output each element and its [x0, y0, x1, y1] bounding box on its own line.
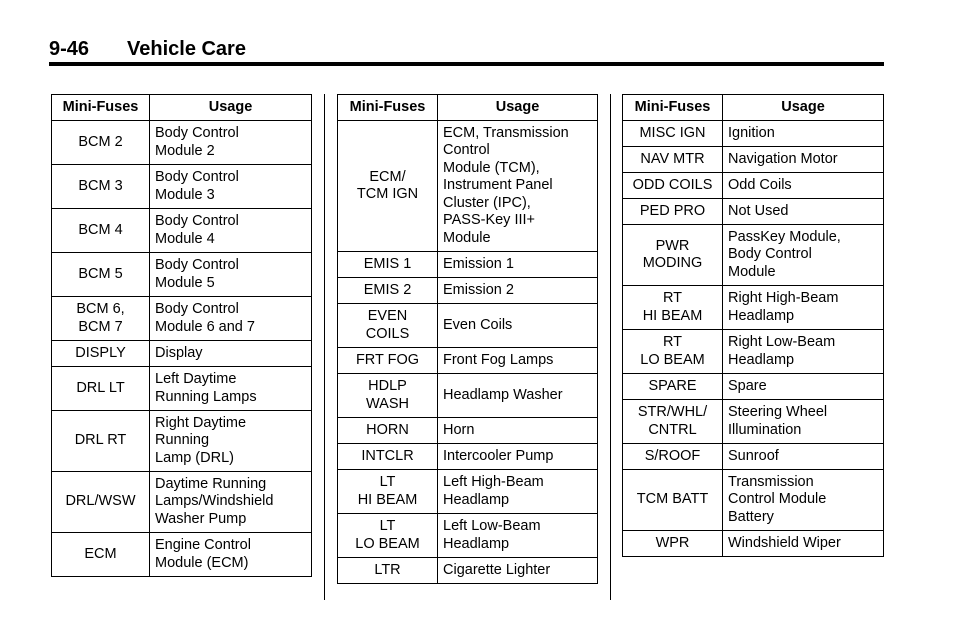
table-row [623, 330, 884, 374]
table-row [338, 444, 598, 470]
table-row [623, 173, 884, 199]
fuse-name-cell: MISC IGN [623, 121, 723, 147]
table-row [52, 367, 312, 411]
fuse-name-cell: DRL/WSW [52, 472, 150, 533]
table-row [338, 121, 598, 252]
fuse-usage-cell: Emission 2 [438, 278, 598, 304]
fuse-usage-cell: Spare [723, 374, 884, 400]
header-rule [49, 62, 884, 66]
fuse-usage-cell: Right Low-Beam Headlamp [723, 330, 884, 374]
fuse-name-cell: BCM 5 [52, 253, 150, 297]
column-header-usage: Usage [438, 95, 598, 121]
fuse-name-cell: FRT FOG [338, 348, 438, 374]
table-row [338, 470, 598, 514]
fuse-usage-cell: Right Daytime Running Lamp (DRL) [150, 411, 312, 472]
fuse-name-cell: LT LO BEAM [338, 514, 438, 558]
fuse-usage-cell: Left Daytime Running Lamps [150, 367, 312, 411]
column-divider [610, 94, 611, 600]
column-header-mini-fuses: Mini-Fuses [338, 95, 438, 121]
fuse-name-cell: ECM [52, 533, 150, 577]
fuse-usage-cell: Ignition [723, 121, 884, 147]
table-row [52, 253, 312, 297]
fuse-usage-cell: ECM, Transmission Control Module (TCM), Instrument Panel Cluster (IPC), PASS-Key III+ Module [438, 121, 598, 252]
fuse-name-cell: WPR [623, 531, 723, 557]
table-row [623, 225, 884, 286]
fuse-usage-cell: Display [150, 341, 312, 367]
column-header-mini-fuses: Mini-Fuses [623, 95, 723, 121]
fuse-name-cell: EMIS 1 [338, 252, 438, 278]
fuse-table-3 [622, 94, 884, 557]
fuse-name-cell: LTR [338, 558, 438, 584]
table-row [623, 531, 884, 557]
fuse-name-cell: STR/WHL/ CNTRL [623, 400, 723, 444]
page-number: 9-46 [49, 38, 90, 60]
table-row [623, 121, 884, 147]
table-row [52, 165, 312, 209]
fuse-table-1 [51, 94, 312, 577]
table-row [338, 374, 598, 418]
fuse-usage-cell: Left Low-Beam Headlamp [438, 514, 598, 558]
table-row [623, 470, 884, 531]
fuse-usage-cell: Body Control Module 6 and 7 [150, 297, 312, 341]
fuse-usage-cell: Horn [438, 418, 598, 444]
fuse-usage-cell: Body Control Module 5 [150, 253, 312, 297]
fuse-name-cell: EVEN COILS [338, 304, 438, 348]
fuse-name-cell: HDLP WASH [338, 374, 438, 418]
fuse-usage-cell: Body Control Module 3 [150, 165, 312, 209]
fuse-usage-cell: Even Coils [438, 304, 598, 348]
fuse-usage-cell: Engine Control Module (ECM) [150, 533, 312, 577]
table-row [338, 558, 598, 584]
fuse-name-cell: PED PRO [623, 199, 723, 225]
fuse-usage-cell: Body Control Module 2 [150, 121, 312, 165]
table-row [338, 418, 598, 444]
fuse-usage-cell: Headlamp Washer [438, 374, 598, 418]
table-row [52, 411, 312, 472]
fuse-usage-cell: Sunroof [723, 444, 884, 470]
table-row [623, 444, 884, 470]
fuse-usage-cell: Body Control Module 4 [150, 209, 312, 253]
table-row [52, 472, 312, 533]
fuse-name-cell: LT HI BEAM [338, 470, 438, 514]
fuse-usage-cell: Right High-Beam Headlamp [723, 286, 884, 330]
table-row [338, 278, 598, 304]
column-header-mini-fuses: Mini-Fuses [52, 95, 150, 121]
fuse-usage-cell: Left High-Beam Headlamp [438, 470, 598, 514]
fuse-usage-cell: PassKey Module, Body Control Module [723, 225, 884, 286]
fuse-usage-cell: Not Used [723, 199, 884, 225]
fuse-usage-cell: Cigarette Lighter [438, 558, 598, 584]
fuse-usage-cell: Windshield Wiper [723, 531, 884, 557]
fuse-name-cell: HORN [338, 418, 438, 444]
fuse-name-cell: RT HI BEAM [623, 286, 723, 330]
table-row [52, 121, 312, 165]
fuse-name-cell: DRL RT [52, 411, 150, 472]
table-row [623, 400, 884, 444]
fuse-name-cell: BCM 4 [52, 209, 150, 253]
fuse-name-cell: ODD COILS [623, 173, 723, 199]
table-row [52, 533, 312, 577]
fuse-usage-cell: Odd Coils [723, 173, 884, 199]
table-row [338, 348, 598, 374]
column-header-usage: Usage [150, 95, 312, 121]
fuse-name-cell: S/ROOF [623, 444, 723, 470]
table-row [623, 199, 884, 225]
column-header-usage: Usage [723, 95, 884, 121]
fuse-name-cell: RT LO BEAM [623, 330, 723, 374]
column-divider [324, 94, 325, 600]
fuse-usage-cell: Transmission Control Module Battery [723, 470, 884, 531]
fuse-name-cell: DISPLY [52, 341, 150, 367]
fuse-name-cell: INTCLR [338, 444, 438, 470]
fuse-name-cell: ECM/ TCM IGN [338, 121, 438, 252]
fuse-usage-cell: Front Fog Lamps [438, 348, 598, 374]
table-row [338, 252, 598, 278]
table-row [623, 286, 884, 330]
fuse-name-cell: BCM 2 [52, 121, 150, 165]
table-row [52, 341, 312, 367]
fuse-name-cell: BCM 3 [52, 165, 150, 209]
fuse-name-cell: SPARE [623, 374, 723, 400]
table-row [52, 209, 312, 253]
table-row [338, 304, 598, 348]
fuse-usage-cell: Daytime Running Lamps/Windshield Washer Pump [150, 472, 312, 533]
table-row [52, 297, 312, 341]
fuse-name-cell: BCM 6, BCM 7 [52, 297, 150, 341]
fuse-usage-cell: Steering Wheel Illumination [723, 400, 884, 444]
fuse-name-cell: EMIS 2 [338, 278, 438, 304]
table-row [338, 514, 598, 558]
fuse-usage-cell: Intercooler Pump [438, 444, 598, 470]
fuse-name-cell: DRL LT [52, 367, 150, 411]
fuse-usage-cell: Emission 1 [438, 252, 598, 278]
fuse-name-cell: PWR MODING [623, 225, 723, 286]
fuse-table-2 [337, 94, 598, 584]
fuse-usage-cell: Navigation Motor [723, 147, 884, 173]
table-row [623, 374, 884, 400]
fuse-name-cell: TCM BATT [623, 470, 723, 531]
page-title: Vehicle Care [127, 38, 246, 60]
fuse-name-cell: NAV MTR [623, 147, 723, 173]
table-row [623, 147, 884, 173]
